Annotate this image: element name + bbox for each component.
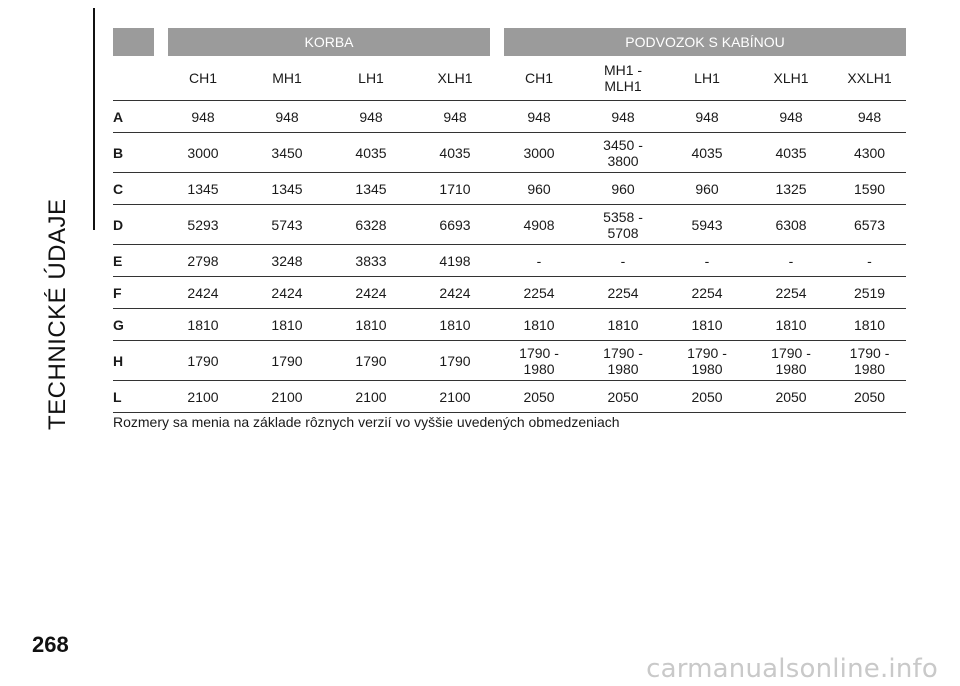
table-cell: 2050	[833, 381, 906, 413]
table-cell: 3833	[329, 245, 413, 277]
table-cell: 6693	[413, 205, 497, 245]
table-cell: 1790	[245, 341, 329, 381]
table-cell: 2100	[245, 381, 329, 413]
table-cell: 948	[833, 101, 906, 133]
dimensions-table	[113, 28, 906, 413]
table-cell: 2254	[581, 277, 665, 309]
table-cell: 6308	[749, 205, 833, 245]
table-cell: 1345	[245, 173, 329, 205]
footnote: Rozmery sa menia na základe rôznych verzií vo vyššie uvedených obmedzeniach	[113, 414, 620, 430]
table-cell: 2424	[413, 277, 497, 309]
table-cell: 948	[329, 101, 413, 133]
table-cell: 948	[413, 101, 497, 133]
table-cell: 1810	[833, 309, 906, 341]
row-label: E	[113, 245, 161, 277]
table-cell: 2100	[161, 381, 245, 413]
table-cell: 1345	[329, 173, 413, 205]
table-cell: 960	[497, 173, 581, 205]
row-label: H	[113, 341, 161, 381]
table-cell: 2519	[833, 277, 906, 309]
table-cell: -	[581, 245, 665, 277]
table-cell: 2424	[329, 277, 413, 309]
column-header-blank	[113, 56, 161, 101]
table-cell: 2100	[413, 381, 497, 413]
table-cell: 1345	[161, 173, 245, 205]
table-cell: 1790 - 1980	[665, 341, 749, 381]
column-header: XLH1	[749, 56, 833, 101]
column-header: CH1	[161, 56, 245, 101]
table-cell: 948	[161, 101, 245, 133]
table-cell: 1810	[497, 309, 581, 341]
table-row	[113, 205, 906, 245]
row-label: D	[113, 205, 161, 245]
table-cell: 2254	[665, 277, 749, 309]
table-cell: 1810	[413, 309, 497, 341]
table-cell: 1790	[413, 341, 497, 381]
table-cell: 1790 - 1980	[749, 341, 833, 381]
table-cell: 4035	[329, 133, 413, 173]
column-header: MH1	[245, 56, 329, 101]
watermark: carmanualsonline.info	[646, 654, 938, 684]
table-cell: 4035	[413, 133, 497, 173]
table-cell: -	[665, 245, 749, 277]
table-cell: 4035	[665, 133, 749, 173]
table-row	[113, 101, 906, 133]
row-label: C	[113, 173, 161, 205]
table-cell: 948	[749, 101, 833, 133]
table-cell: 1810	[581, 309, 665, 341]
table-cell: 1790 - 1980	[833, 341, 906, 381]
table-cell: 948	[245, 101, 329, 133]
table-cell: 1590	[833, 173, 906, 205]
table-cell: 2050	[749, 381, 833, 413]
table-cell: 5293	[161, 205, 245, 245]
table-cell: 3450 - 3800	[581, 133, 665, 173]
table-cell: 1325	[749, 173, 833, 205]
table-row	[113, 245, 906, 277]
row-label: L	[113, 381, 161, 413]
table-cell: 1790	[161, 341, 245, 381]
table-cell: 2050	[581, 381, 665, 413]
table-cell: 948	[665, 101, 749, 133]
table-cell: 2254	[497, 277, 581, 309]
table-cell: 1790 - 1980	[497, 341, 581, 381]
table-cell: 960	[665, 173, 749, 205]
side-rule	[93, 8, 95, 230]
table-cell: 2050	[665, 381, 749, 413]
table-cell: 948	[497, 101, 581, 133]
column-header: XLH1	[413, 56, 497, 101]
table-cell: 2424	[161, 277, 245, 309]
table-cell: 1810	[749, 309, 833, 341]
group-header-korba: KORBA	[161, 28, 497, 56]
table-cell: 1810	[161, 309, 245, 341]
table-cell: 5743	[245, 205, 329, 245]
header-blank	[113, 28, 161, 56]
table-cell: 1710	[413, 173, 497, 205]
table-row	[113, 381, 906, 413]
table-cell: 2798	[161, 245, 245, 277]
row-label: A	[113, 101, 161, 133]
column-header: MH1 - MLH1	[581, 56, 665, 101]
column-header-row	[113, 56, 906, 101]
table-cell: -	[749, 245, 833, 277]
table-cell: 4300	[833, 133, 906, 173]
table-cell: 1810	[245, 309, 329, 341]
table-row	[113, 277, 906, 309]
table-cell: 6328	[329, 205, 413, 245]
table-cell: 3000	[161, 133, 245, 173]
table-row	[113, 341, 906, 381]
column-header: XXLH1	[833, 56, 906, 101]
table-cell: 3000	[497, 133, 581, 173]
table-cell: 948	[581, 101, 665, 133]
table-cell: 6573	[833, 205, 906, 245]
table-body	[113, 101, 906, 413]
table-row	[113, 133, 906, 173]
table-cell: -	[833, 245, 906, 277]
table-cell: 2050	[497, 381, 581, 413]
table-cell: 4198	[413, 245, 497, 277]
table-cell: 1810	[665, 309, 749, 341]
section-title: TECHNICKÉ ÚDAJE	[44, 198, 71, 430]
table-cell: 1810	[329, 309, 413, 341]
page-number: 268	[32, 632, 69, 657]
table-row	[113, 309, 906, 341]
table-cell: 2254	[749, 277, 833, 309]
table-cell: 960	[581, 173, 665, 205]
table-cell: 4908	[497, 205, 581, 245]
row-label: B	[113, 133, 161, 173]
table-cell: 2424	[245, 277, 329, 309]
table-cell: 5943	[665, 205, 749, 245]
table-cell: -	[497, 245, 581, 277]
table-cell: 5358 - 5708	[581, 205, 665, 245]
table-cell: 2100	[329, 381, 413, 413]
row-label: F	[113, 277, 161, 309]
table-cell: 1790 - 1980	[581, 341, 665, 381]
table-row	[113, 173, 906, 205]
column-header: LH1	[329, 56, 413, 101]
column-header: CH1	[497, 56, 581, 101]
table-cell: 1790	[329, 341, 413, 381]
group-header-podvozok: PODVOZOK S KABÍNOU	[497, 28, 906, 56]
row-label: G	[113, 309, 161, 341]
table-cell: 3248	[245, 245, 329, 277]
column-header: LH1	[665, 56, 749, 101]
table-cell: 4035	[749, 133, 833, 173]
table-cell: 3450	[245, 133, 329, 173]
